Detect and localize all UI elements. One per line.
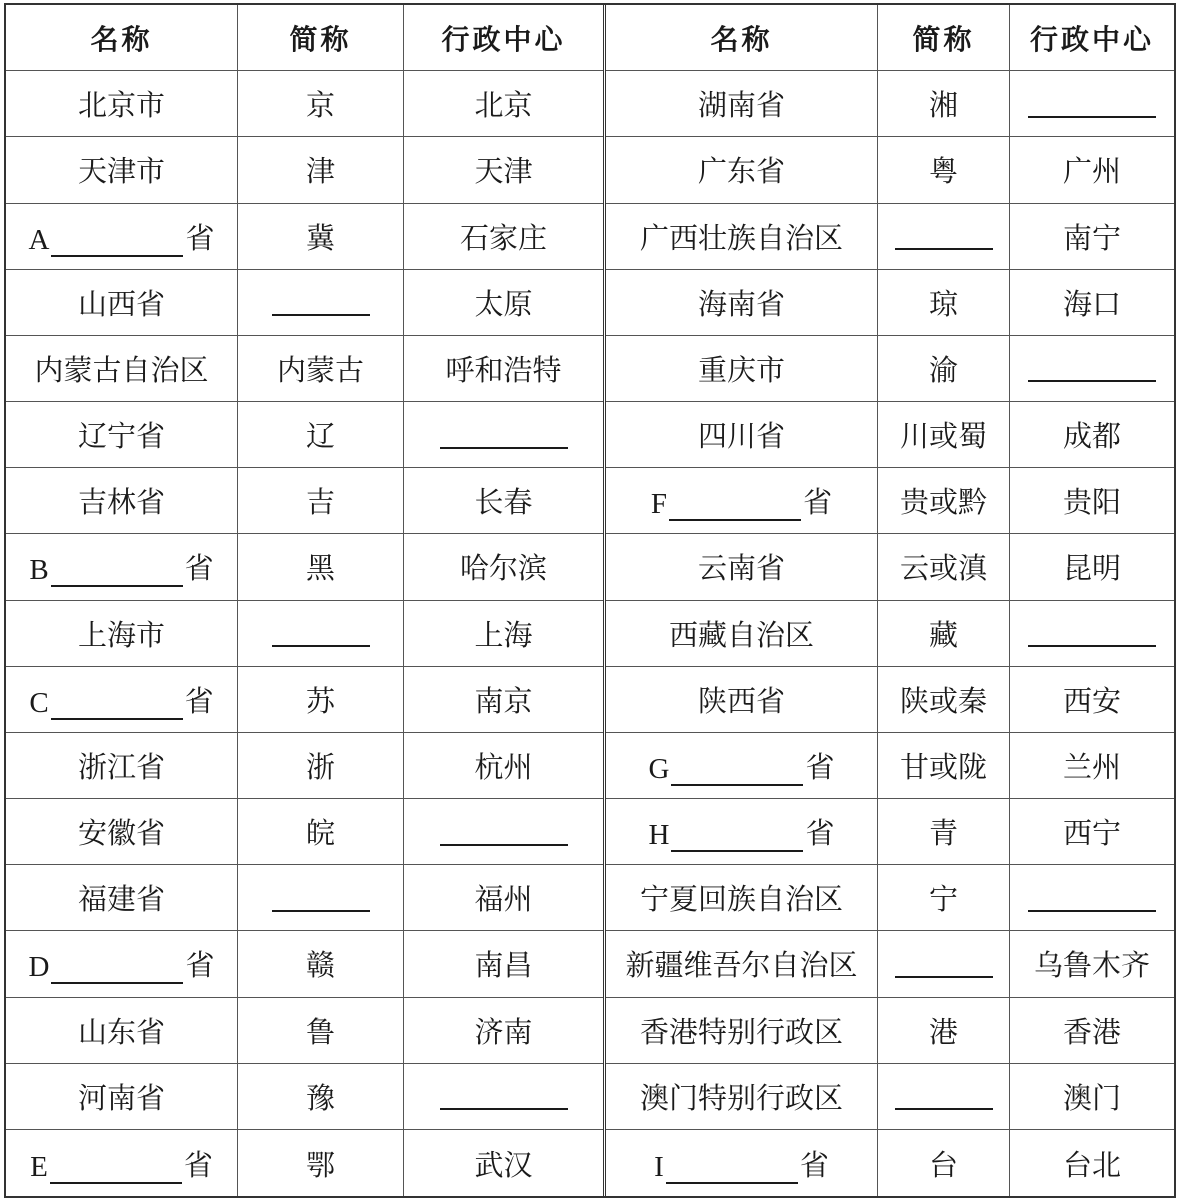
abbreviation-cell (878, 534, 1010, 599)
abbreviation-text: 青 (928, 816, 958, 851)
capital-cell (404, 733, 603, 798)
province-name: 吉林省 (77, 485, 165, 520)
capital-cell (404, 534, 603, 599)
table-row (6, 270, 603, 336)
column-header-capital: 行政中心 (441, 22, 566, 56)
abbreviation-cell (238, 601, 404, 666)
abbreviation-cell (238, 931, 404, 996)
table-row (6, 1130, 603, 1196)
blank-label-letter: E (30, 1150, 48, 1183)
capital-cell (1010, 733, 1174, 798)
abbreviation-text: 藏 (928, 617, 958, 652)
name-suffix: 省 (183, 1147, 213, 1182)
fill-in-name (30, 1143, 213, 1184)
capital-cell (1010, 534, 1174, 599)
table-header-row (606, 5, 1174, 71)
column-header-abbreviation: 简称 (878, 5, 1010, 70)
province-name-cell (6, 865, 238, 930)
capital-cell (404, 1130, 603, 1196)
abbreviation-blank-line[interactable] (895, 222, 993, 250)
name-suffix: 省 (184, 683, 214, 718)
fill-in-name (649, 811, 835, 852)
capital-cell (1010, 667, 1174, 732)
province-name-cell (6, 336, 238, 401)
capital-text: 上海 (474, 617, 533, 652)
abbreviation-cell (878, 204, 1010, 269)
abbreviation-text: 贵或黔 (899, 485, 987, 520)
province-table (4, 3, 1176, 1198)
left-table-panel (6, 5, 606, 1196)
column-header-capital: 行政中心 (1029, 22, 1154, 56)
province-name: 山西省 (77, 286, 165, 321)
capital-cell (404, 468, 603, 533)
abbreviation-text: 粤 (928, 154, 958, 189)
column-header-name: 名称 (606, 5, 878, 70)
table-row (606, 733, 1174, 799)
abbreviation-cell (878, 799, 1010, 864)
table-row (6, 733, 603, 799)
table-row (606, 799, 1174, 865)
name-blank-line[interactable] (671, 758, 803, 786)
table-row (6, 1064, 603, 1130)
fill-in-name (649, 745, 835, 786)
abbreviation-blank-line[interactable] (895, 950, 993, 978)
table-row (6, 931, 603, 997)
capital-text: 杭州 (474, 749, 533, 784)
abbreviation-cell (238, 204, 404, 269)
abbreviation-text: 冀 (305, 220, 335, 255)
capital-text: 海口 (1062, 286, 1121, 321)
capital-cell (1010, 402, 1174, 467)
province-name-cell (6, 799, 238, 864)
abbreviation-text: 云或滇 (899, 551, 987, 586)
province-name-cell (6, 1130, 238, 1196)
table-row (606, 71, 1174, 137)
abbreviation-text: 渝 (928, 352, 958, 387)
capital-cell (404, 799, 603, 864)
abbreviation-cell (878, 1130, 1010, 1196)
abbreviation-text: 内蒙古 (276, 352, 364, 387)
province-name-cell (606, 1130, 878, 1196)
abbreviation-cell (238, 733, 404, 798)
province-name-cell (6, 402, 238, 467)
province-name-cell (606, 601, 878, 666)
abbreviation-text: 皖 (305, 816, 335, 851)
capital-text: 石家庄 (459, 220, 547, 255)
blank-label-letter: C (29, 686, 49, 719)
capital-text: 北京 (474, 88, 533, 123)
capital-text: 澳门 (1062, 1080, 1121, 1115)
capital-cell (1010, 998, 1174, 1063)
abbreviation-cell (238, 1064, 404, 1129)
name-blank-line[interactable] (51, 229, 183, 257)
right-table-panel (606, 5, 1174, 1196)
table-row (606, 1064, 1174, 1130)
abbreviation-cell (238, 799, 404, 864)
province-name: 内蒙古自治区 (34, 352, 209, 387)
province-name-cell (6, 733, 238, 798)
capital-text: 哈尔滨 (459, 551, 547, 586)
province-name-cell (606, 137, 878, 202)
fill-in-name (29, 943, 215, 984)
capital-cell (1010, 468, 1174, 533)
table-row (606, 998, 1174, 1064)
blank-label-letter: A (28, 223, 50, 256)
capital-cell (1010, 931, 1174, 996)
abbreviation-cell (238, 270, 404, 335)
capital-text: 西宁 (1062, 816, 1121, 851)
abbreviation-text: 鄂 (305, 1147, 335, 1182)
capital-cell (404, 336, 603, 401)
province-name-cell (606, 534, 878, 599)
abbreviation-text: 台 (928, 1147, 958, 1182)
abbreviation-text: 津 (305, 154, 335, 189)
abbreviation-text: 黑 (305, 551, 335, 586)
capital-text: 南宁 (1062, 220, 1121, 255)
capital-cell (1010, 71, 1174, 136)
abbreviation-cell (878, 931, 1010, 996)
abbreviation-cell (238, 534, 404, 599)
abbreviation-cell (238, 865, 404, 930)
capital-cell (1010, 336, 1174, 401)
abbreviation-text: 甘或陇 (899, 749, 987, 784)
blank-label-letter: F (650, 488, 668, 521)
capital-cell (1010, 865, 1174, 930)
capital-cell (1010, 270, 1174, 335)
column-header-abbreviation: 简称 (238, 5, 404, 70)
province-name-cell (606, 667, 878, 732)
abbreviation-text: 港 (928, 1014, 958, 1049)
blank-label-letter: D (28, 951, 50, 984)
province-name-cell (6, 931, 238, 996)
province-name-cell (6, 998, 238, 1063)
abbreviation-cell (878, 865, 1010, 930)
capital-cell (404, 71, 603, 136)
abbreviation-cell (878, 468, 1010, 533)
abbreviation-blank-line[interactable] (895, 1082, 993, 1110)
table-row (6, 137, 603, 203)
capital-cell (1010, 1130, 1174, 1196)
table-row (6, 71, 603, 137)
abbreviation-blank-line[interactable] (272, 884, 370, 912)
name-suffix: 省 (805, 816, 835, 851)
abbreviation-cell (878, 137, 1010, 202)
province-name-cell (606, 468, 878, 533)
table-row (606, 1130, 1174, 1196)
capital-text: 南昌 (474, 948, 533, 983)
province-name-cell (6, 1064, 238, 1129)
province-name-cell (606, 998, 878, 1063)
fill-in-name (654, 1143, 829, 1184)
capital-cell (404, 270, 603, 335)
province-name-cell (6, 667, 238, 732)
province-name: 安徽省 (77, 816, 165, 851)
province-name-cell (606, 1064, 878, 1129)
name-blank-line[interactable] (51, 559, 183, 587)
capital-text: 乌鲁木齐 (1033, 948, 1150, 983)
abbreviation-cell (238, 137, 404, 202)
table-row (6, 865, 603, 931)
province-name: 陕西省 (697, 683, 785, 718)
table-row (6, 998, 603, 1064)
column-header-name: 名称 (6, 5, 238, 70)
capital-text: 南京 (474, 683, 533, 718)
capital-blank-line[interactable] (440, 1082, 568, 1110)
abbreviation-cell (238, 998, 404, 1063)
abbreviation-cell (878, 733, 1010, 798)
abbreviation-cell (878, 667, 1010, 732)
fill-in-name (29, 679, 213, 720)
abbreviation-text: 陕或秦 (899, 683, 987, 718)
blank-label-letter: H (648, 819, 670, 852)
fill-in-name (29, 216, 215, 257)
capital-blank-line[interactable] (1028, 884, 1156, 912)
province-name: 海南省 (697, 286, 785, 321)
table-header-row (6, 5, 603, 71)
province-name: 辽宁省 (77, 419, 165, 454)
capital-cell (1010, 1064, 1174, 1129)
province-name-cell (606, 71, 878, 136)
capital-cell (1010, 204, 1174, 269)
table-row (606, 204, 1174, 270)
abbreviation-text: 吉 (305, 485, 335, 520)
abbreviation-cell (238, 1130, 404, 1196)
capital-text: 香港 (1062, 1014, 1121, 1049)
abbreviation-text: 赣 (305, 948, 335, 983)
capital-text: 武汉 (474, 1147, 533, 1182)
abbreviation-blank-line[interactable] (272, 288, 370, 316)
table-row (606, 865, 1174, 931)
province-name-cell (606, 931, 878, 996)
province-name: 云南省 (697, 551, 785, 586)
capital-text: 天津 (474, 154, 533, 189)
fill-in-name (29, 546, 213, 587)
province-name: 澳门特别行政区 (639, 1080, 843, 1115)
province-name-cell (606, 402, 878, 467)
abbreviation-blank-line[interactable] (272, 619, 370, 647)
province-name-cell (6, 601, 238, 666)
province-name: 四川省 (697, 419, 785, 454)
province-name-cell (606, 733, 878, 798)
table-row (6, 534, 603, 600)
capital-cell (404, 931, 603, 996)
table-row (6, 667, 603, 733)
name-suffix: 省 (184, 551, 214, 586)
capital-cell (1010, 799, 1174, 864)
blank-label-letter: I (654, 1150, 664, 1183)
capital-text: 长春 (474, 485, 533, 520)
capital-cell (404, 1064, 603, 1129)
name-blank-line[interactable] (50, 1156, 182, 1184)
name-suffix: 省 (185, 948, 215, 983)
province-name-cell (606, 336, 878, 401)
province-name-cell (606, 865, 878, 930)
province-name: 西藏自治区 (668, 617, 814, 652)
abbreviation-text: 琼 (928, 286, 958, 321)
abbreviation-cell (238, 71, 404, 136)
abbreviation-cell (878, 71, 1010, 136)
table-row (606, 931, 1174, 997)
name-blank-line[interactable] (671, 824, 803, 852)
province-name-cell (6, 71, 238, 136)
province-name: 重庆市 (697, 352, 785, 387)
abbreviation-cell (878, 1064, 1010, 1129)
province-name: 新疆维吾尔自治区 (625, 948, 858, 983)
table-row (6, 468, 603, 534)
capital-blank-line[interactable] (1028, 354, 1156, 382)
province-name-cell (6, 534, 238, 599)
province-name: 北京市 (77, 88, 165, 123)
name-suffix: 省 (805, 749, 835, 784)
name-suffix: 省 (799, 1147, 829, 1182)
province-name-cell (6, 270, 238, 335)
table-row (606, 667, 1174, 733)
name-blank-line[interactable] (669, 493, 801, 521)
table-row (606, 402, 1174, 468)
abbreviation-text: 辽 (305, 419, 335, 454)
capital-text: 台北 (1062, 1147, 1121, 1182)
capital-text: 福州 (474, 882, 533, 917)
table-row (6, 601, 603, 667)
abbreviation-cell (238, 468, 404, 533)
capital-text: 贵阳 (1062, 485, 1121, 520)
abbreviation-cell (878, 998, 1010, 1063)
table-row (606, 601, 1174, 667)
capital-cell (404, 865, 603, 930)
table-row (606, 336, 1174, 402)
province-name: 浙江省 (77, 749, 165, 784)
province-name-cell (6, 137, 238, 202)
fill-in-name (651, 480, 832, 521)
name-blank-line[interactable] (51, 692, 183, 720)
province-name-cell (606, 270, 878, 335)
province-name: 广西壮族自治区 (639, 220, 843, 255)
blank-label-letter: B (29, 554, 49, 587)
capital-text: 昆明 (1062, 551, 1121, 586)
table-row (6, 336, 603, 402)
province-name-cell (606, 204, 878, 269)
abbreviation-text: 浙 (305, 749, 335, 784)
abbreviation-cell (238, 402, 404, 467)
abbreviation-text: 鲁 (305, 1014, 335, 1049)
abbreviation-cell (878, 270, 1010, 335)
table-row (606, 270, 1174, 336)
capital-cell (404, 998, 603, 1063)
province-name: 宁夏回族自治区 (639, 882, 843, 917)
table-row (606, 468, 1174, 534)
capital-cell (1010, 137, 1174, 202)
abbreviation-cell (878, 336, 1010, 401)
province-name-cell (6, 204, 238, 269)
capital-cell (404, 137, 603, 202)
province-name: 山东省 (77, 1014, 165, 1049)
abbreviation-text: 湘 (928, 88, 958, 123)
province-name-cell (6, 468, 238, 533)
capital-cell (404, 204, 603, 269)
capital-text: 西安 (1062, 683, 1121, 718)
table-row (606, 534, 1174, 600)
abbreviation-cell (878, 601, 1010, 666)
name-suffix: 省 (803, 485, 833, 520)
province-name: 天津市 (77, 154, 165, 189)
abbreviation-cell (878, 402, 1010, 467)
province-name: 河南省 (77, 1080, 165, 1115)
province-name: 上海市 (77, 617, 165, 652)
name-blank-line[interactable] (666, 1156, 798, 1184)
province-name: 福建省 (77, 882, 165, 917)
abbreviation-text: 川或蜀 (899, 419, 987, 454)
province-name: 湖南省 (697, 88, 785, 123)
table-row (6, 799, 603, 865)
capital-text: 广州 (1062, 154, 1121, 189)
capital-blank-line[interactable] (440, 818, 568, 846)
table-row (606, 137, 1174, 203)
abbreviation-text: 豫 (305, 1080, 335, 1115)
capital-text: 济南 (474, 1014, 533, 1049)
capital-text: 兰州 (1062, 749, 1121, 784)
table-row (6, 402, 603, 468)
abbreviation-text: 苏 (305, 683, 335, 718)
province-name: 香港特别行政区 (639, 1014, 843, 1049)
capital-cell (404, 402, 603, 467)
capital-text: 成都 (1062, 419, 1121, 454)
capital-text: 呼和浩特 (445, 352, 562, 387)
abbreviation-cell (238, 336, 404, 401)
capital-blank-line[interactable] (1028, 90, 1156, 118)
abbreviation-text: 宁 (928, 882, 958, 917)
capital-text: 太原 (474, 286, 533, 321)
name-suffix: 省 (185, 220, 215, 255)
province-name-cell (606, 799, 878, 864)
blank-label-letter: G (648, 752, 670, 785)
province-name: 广东省 (697, 154, 785, 189)
abbreviation-cell (238, 667, 404, 732)
capital-blank-line[interactable] (1028, 619, 1156, 647)
abbreviation-text: 京 (305, 88, 335, 123)
name-blank-line[interactable] (51, 956, 183, 984)
capital-cell (404, 667, 603, 732)
table-row (6, 204, 603, 270)
capital-blank-line[interactable] (440, 421, 568, 449)
capital-cell (404, 601, 603, 666)
capital-cell (1010, 601, 1174, 666)
